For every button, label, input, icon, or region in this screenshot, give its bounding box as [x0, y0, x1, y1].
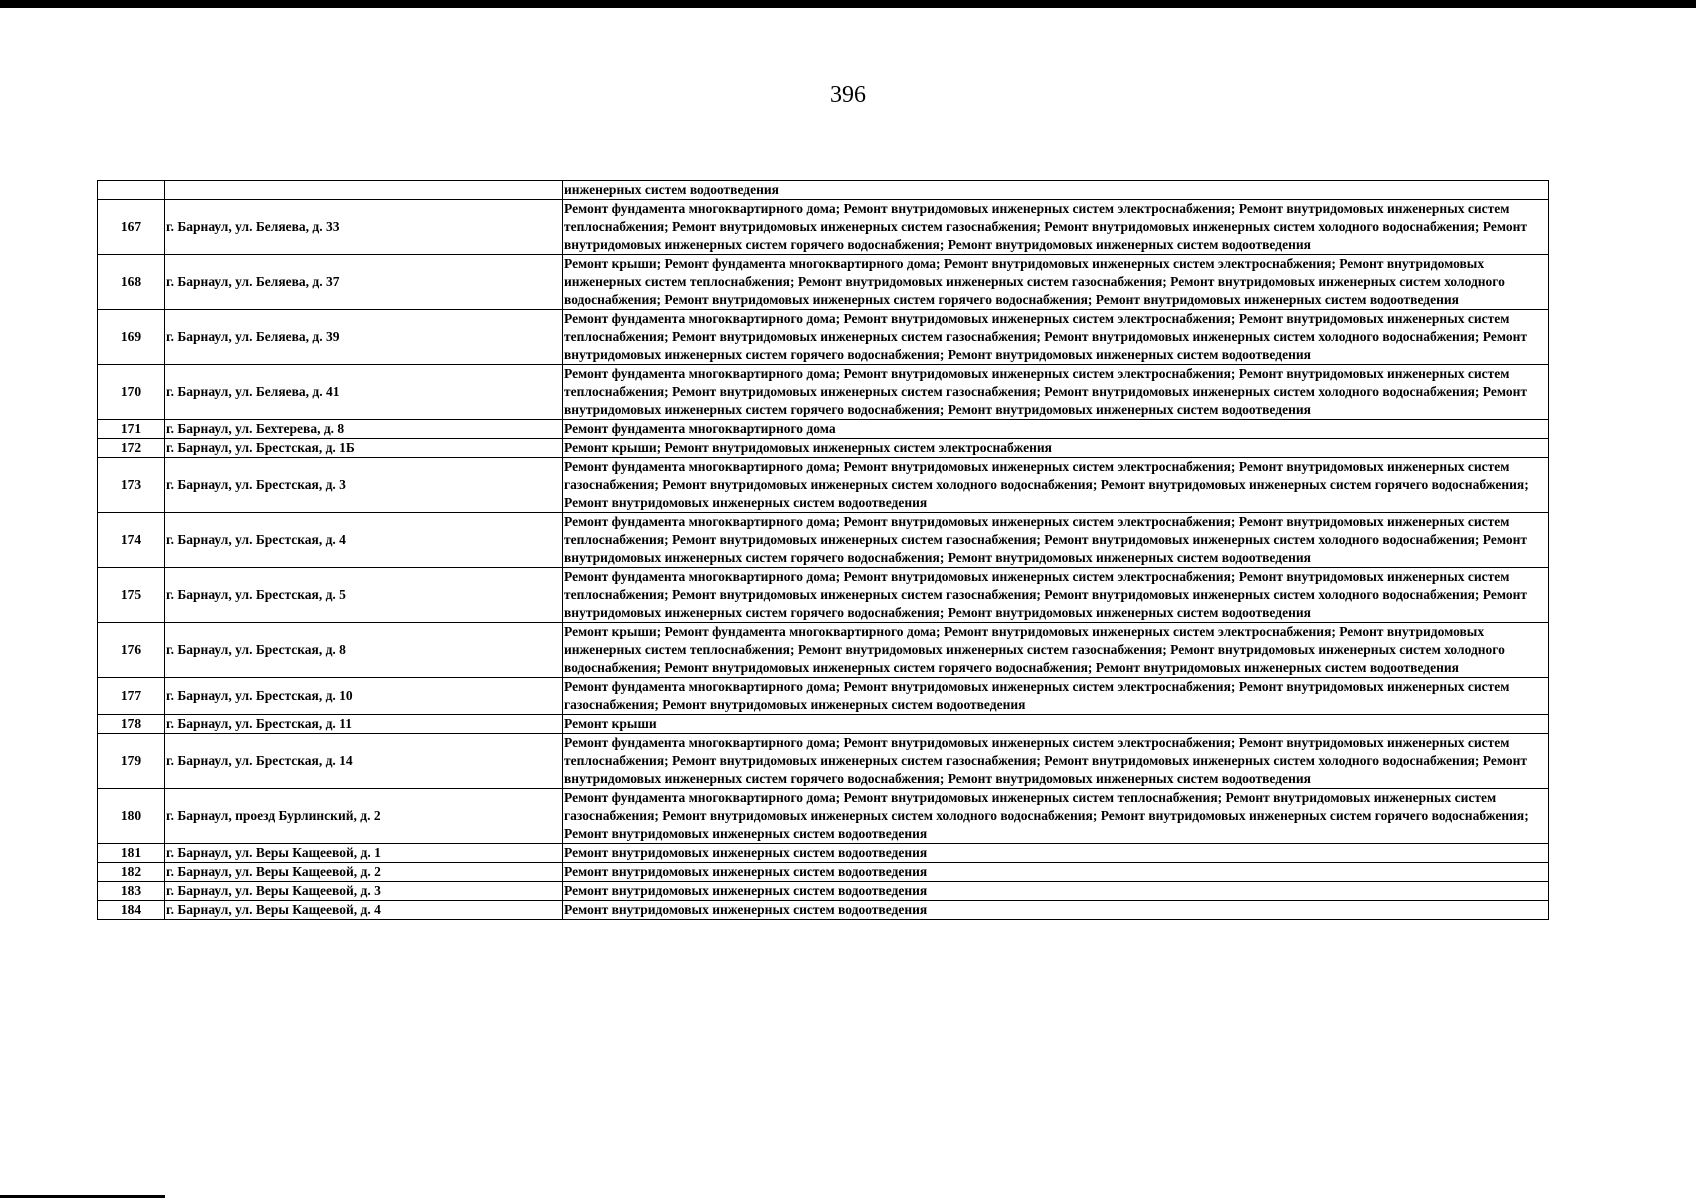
work-type-cell: Ремонт внутридомовых инженерных систем водоотведения [563, 882, 1549, 901]
address-cell: г. Барнаул, ул. Брестская, д. 10 [165, 678, 563, 715]
table-row [98, 255, 1549, 310]
table-row [98, 844, 1549, 863]
repair-registry-table [97, 180, 1549, 920]
work-type-cell: Ремонт внутридомовых инженерных систем водоотведения [563, 901, 1549, 920]
address-cell: г. Барнаул, ул. Брестская, д. 3 [165, 458, 563, 513]
address-cell [165, 181, 563, 200]
work-type-cell: Ремонт крыши; Ремонт внутридомовых инженерных систем электроснабжения [563, 439, 1549, 458]
row-number-cell: 182 [98, 863, 165, 882]
work-type-cell: Ремонт фундамента многоквартирного дома [563, 420, 1549, 439]
row-number-cell: 175 [98, 568, 165, 623]
address-cell: г. Барнаул, ул. Веры Кащеевой, д. 1 [165, 844, 563, 863]
table-row [98, 734, 1549, 789]
table-row [98, 715, 1549, 734]
row-number-cell: 173 [98, 458, 165, 513]
address-cell: г. Барнаул, ул. Брестская, д. 8 [165, 623, 563, 678]
work-type-cell: Ремонт внутридомовых инженерных систем водоотведения [563, 863, 1549, 882]
work-type-cell: Ремонт внутридомовых инженерных систем водоотведения [563, 844, 1549, 863]
work-type-cell: Ремонт крыши [563, 715, 1549, 734]
row-number-cell: 172 [98, 439, 165, 458]
work-type-cell: Ремонт фундамента многоквартирного дома; Ремонт внутридомовых инженерных систем электроснабжения; Ремонт внутридомовых инженерных систем газоснабжения; Ремонт внутридомовых инженерных систем водоотведения [563, 678, 1549, 715]
work-type-cell: Ремонт фундамента многоквартирного дома; Ремонт внутридомовых инженерных систем электроснабжения; Ремонт внутридомовых инженерных систем теплоснабжения; Ремонт внутридомовых инженерных систем газоснабжения; Ремонт внутридомовых инженерных систем холодного водоснабжения; Ремонт внутридомовых инженерных систем горячего водоснабжения; Ремонт внутридомовых инженерных систем водоотведения [563, 365, 1549, 420]
page-number: 396 [830, 82, 866, 108]
row-number-cell: 179 [98, 734, 165, 789]
address-cell: г. Барнаул, ул. Веры Кащеевой, д. 2 [165, 863, 563, 882]
table-row [98, 310, 1549, 365]
work-type-cell: Ремонт крыши; Ремонт фундамента многоквартирного дома; Ремонт внутридомовых инженерных систем электроснабжения; Ремонт внутридомовых инженерных систем теплоснабжения; Ремонт внутридомовых инженерных систем газоснабжения; Ремонт внутридомовых инженерных систем холодного водоснабжения; Ремонт внутридомовых инженерных систем горячего водоснабжения; Ремонт внутридомовых инженерных систем водоотведения [563, 255, 1549, 310]
table-row [98, 458, 1549, 513]
table-row [98, 863, 1549, 882]
address-cell: г. Барнаул, ул. Беляева, д. 39 [165, 310, 563, 365]
table-row [98, 513, 1549, 568]
table-row [98, 789, 1549, 844]
row-number-cell: 181 [98, 844, 165, 863]
work-type-cell: Ремонт фундамента многоквартирного дома; Ремонт внутридомовых инженерных систем электроснабжения; Ремонт внутридомовых инженерных систем газоснабжения; Ремонт внутридомовых инженерных систем холодного водоснабжения; Ремонт внутридомовых инженерных систем горячего водоснабжения; Ремонт внутридомовых инженерных систем водоотведения [563, 458, 1549, 513]
scan-bottom-mark [0, 1195, 165, 1198]
row-number-cell: 169 [98, 310, 165, 365]
address-cell: г. Барнаул, ул. Бехтерева, д. 8 [165, 420, 563, 439]
work-type-cell: Ремонт фундамента многоквартирного дома; Ремонт внутридомовых инженерных систем электроснабжения; Ремонт внутридомовых инженерных систем теплоснабжения; Ремонт внутридомовых инженерных систем газоснабжения; Ремонт внутридомовых инженерных систем холодного водоснабжения; Ремонт внутридомовых инженерных систем горячего водоснабжения; Ремонт внутридомовых инженерных систем водоотведения [563, 310, 1549, 365]
row-number-cell: 183 [98, 882, 165, 901]
work-type-cell: Ремонт фундамента многоквартирного дома; Ремонт внутридомовых инженерных систем теплоснабжения; Ремонт внутридомовых инженерных систем газоснабжения; Ремонт внутридомовых инженерных систем холодного водоснабжения; Ремонт внутридомовых инженерных систем горячего водоснабжения; Ремонт внутридомовых инженерных систем водоотведения [563, 789, 1549, 844]
address-cell: г. Барнаул, ул. Брестская, д. 5 [165, 568, 563, 623]
row-number-cell: 168 [98, 255, 165, 310]
address-cell: г. Барнаул, проезд Бурлинский, д. 2 [165, 789, 563, 844]
address-cell: г. Барнаул, ул. Беляева, д. 37 [165, 255, 563, 310]
row-number-cell: 174 [98, 513, 165, 568]
row-number-cell: 171 [98, 420, 165, 439]
table-row [98, 623, 1549, 678]
row-number-cell [98, 181, 165, 200]
work-type-cell: Ремонт фундамента многоквартирного дома; Ремонт внутридомовых инженерных систем электроснабжения; Ремонт внутридомовых инженерных систем теплоснабжения; Ремонт внутридомовых инженерных систем газоснабжения; Ремонт внутридомовых инженерных систем холодного водоснабжения; Ремонт внутридомовых инженерных систем горячего водоснабжения; Ремонт внутридомовых инженерных систем водоотведения [563, 734, 1549, 789]
row-number-cell: 177 [98, 678, 165, 715]
scan-top-edge [0, 0, 1696, 8]
work-type-cell: Ремонт фундамента многоквартирного дома; Ремонт внутридомовых инженерных систем электроснабжения; Ремонт внутридомовых инженерных систем теплоснабжения; Ремонт внутридомовых инженерных систем газоснабжения; Ремонт внутридомовых инженерных систем холодного водоснабжения; Ремонт внутридомовых инженерных систем горячего водоснабжения; Ремонт внутридомовых инженерных систем водоотведения [563, 200, 1549, 255]
address-cell: г. Барнаул, ул. Брестская, д. 14 [165, 734, 563, 789]
table-row [98, 882, 1549, 901]
row-number-cell: 167 [98, 200, 165, 255]
table-row [98, 901, 1549, 920]
table-row [98, 181, 1549, 200]
row-number-cell: 180 [98, 789, 165, 844]
work-type-cell: Ремонт крыши; Ремонт фундамента многоквартирного дома; Ремонт внутридомовых инженерных систем электроснабжения; Ремонт внутридомовых инженерных систем теплоснабжения; Ремонт внутридомовых инженерных систем газоснабжения; Ремонт внутридомовых инженерных систем холодного водоснабжения; Ремонт внутридомовых инженерных систем горячего водоснабжения; Ремонт внутридомовых инженерных систем водоотведения [563, 623, 1549, 678]
work-type-cell: инженерных систем водоотведения [563, 181, 1549, 200]
row-number-cell: 170 [98, 365, 165, 420]
row-number-cell: 184 [98, 901, 165, 920]
table-row [98, 568, 1549, 623]
address-cell: г. Барнаул, ул. Брестская, д. 11 [165, 715, 563, 734]
registry-table-body [98, 181, 1549, 920]
address-cell: г. Барнаул, ул. Беляева, д. 41 [165, 365, 563, 420]
table-row [98, 200, 1549, 255]
address-cell: г. Барнаул, ул. Брестская, д. 4 [165, 513, 563, 568]
address-cell: г. Барнаул, ул. Веры Кащеевой, д. 3 [165, 882, 563, 901]
address-cell: г. Барнаул, ул. Брестская, д. 1Б [165, 439, 563, 458]
table-row [98, 365, 1549, 420]
row-number-cell: 178 [98, 715, 165, 734]
address-cell: г. Барнаул, ул. Веры Кащеевой, д. 4 [165, 901, 563, 920]
table-row [98, 420, 1549, 439]
row-number-cell: 176 [98, 623, 165, 678]
work-type-cell: Ремонт фундамента многоквартирного дома; Ремонт внутридомовых инженерных систем электроснабжения; Ремонт внутридомовых инженерных систем теплоснабжения; Ремонт внутридомовых инженерных систем газоснабжения; Ремонт внутридомовых инженерных систем холодного водоснабжения; Ремонт внутридомовых инженерных систем горячего водоснабжения; Ремонт внутридомовых инженерных систем водоотведения [563, 568, 1549, 623]
work-type-cell: Ремонт фундамента многоквартирного дома; Ремонт внутридомовых инженерных систем электроснабжения; Ремонт внутридомовых инженерных систем теплоснабжения; Ремонт внутридомовых инженерных систем газоснабжения; Ремонт внутридомовых инженерных систем холодного водоснабжения; Ремонт внутридомовых инженерных систем горячего водоснабжения; Ремонт внутридомовых инженерных систем водоотведения [563, 513, 1549, 568]
table-row [98, 678, 1549, 715]
table-row [98, 439, 1549, 458]
address-cell: г. Барнаул, ул. Беляева, д. 33 [165, 200, 563, 255]
